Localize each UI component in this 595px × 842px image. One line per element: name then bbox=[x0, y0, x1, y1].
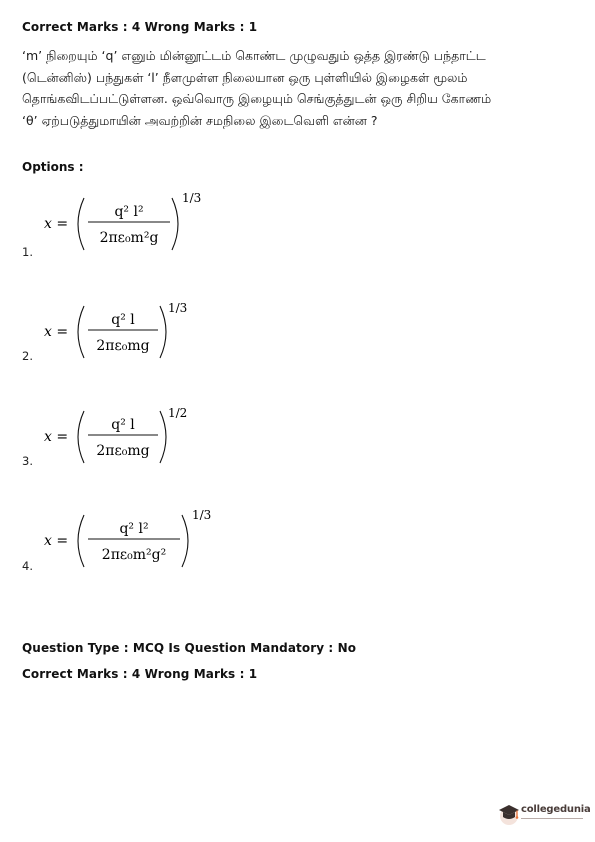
question-line-3: தொங்கவிடப்பட்டுள்ளன. ஒவ்வொரு இழையும் செங்குத்துடன் ஒரு சிறிய கோணம் bbox=[22, 91, 492, 106]
option-1-formula[interactable] bbox=[42, 186, 202, 260]
option-2-number: 2. bbox=[22, 349, 33, 363]
marks-header: Correct Marks : 4 Wrong Marks : 1 bbox=[22, 20, 258, 34]
option-4-lhs: x = bbox=[44, 533, 69, 549]
option-1-number: 1. bbox=[22, 245, 33, 259]
logo-text: collegedunia bbox=[521, 804, 591, 815]
graduation-cap-logo-icon bbox=[498, 802, 520, 826]
option-2-exponent: 1/3 bbox=[168, 301, 188, 315]
option-3-denominator: 2πε₀mg bbox=[96, 443, 150, 459]
option-4-number: 4. bbox=[22, 559, 33, 573]
option-2-formula[interactable] bbox=[42, 296, 202, 366]
option-3-numerator: q² l bbox=[111, 417, 135, 433]
option-3-number: 3. bbox=[22, 454, 33, 468]
option-2-numerator: q² l bbox=[111, 312, 135, 328]
marks-footer: Correct Marks : 4 Wrong Marks : 1 bbox=[22, 667, 258, 681]
option-1-lhs: x = bbox=[44, 216, 69, 232]
option-2-lhs: x = bbox=[44, 324, 69, 340]
option-3-formula[interactable] bbox=[42, 401, 202, 471]
option-1-numerator: q² l² bbox=[114, 204, 144, 220]
option-3-lhs: x = bbox=[44, 429, 69, 445]
question-line-1: ‘m’ நிறையும் ‘q’ எனும் மின்னூட்டம் கொண்ட முழுவதும் ஒத்த இரண்டு பந்தாட்ட bbox=[22, 48, 486, 63]
option-2-denominator: 2πε₀mg bbox=[96, 338, 150, 354]
option-1-exponent: 1/3 bbox=[182, 191, 202, 205]
collegedunia-logo bbox=[498, 800, 591, 828]
question-line-2: (டென்னிஸ்) பந்துகள் ‘l’ நீளமுள்ள நிலையான ஒரு புள்ளியில் இழைகள் மூலம் bbox=[22, 69, 468, 85]
question-text bbox=[22, 45, 492, 131]
option-1-denominator: 2πε₀m²g bbox=[99, 230, 159, 246]
question-type-line: Question Type : MCQ Is Question Mandatory : No bbox=[22, 641, 357, 655]
option-4-exponent: 1/3 bbox=[192, 508, 212, 522]
option-3-exponent: 1/2 bbox=[168, 406, 188, 420]
option-4-denominator: 2πε₀m²g² bbox=[101, 547, 167, 563]
option-4-formula[interactable] bbox=[42, 503, 212, 577]
options-label: Options : bbox=[22, 160, 84, 174]
option-4-numerator: q² l² bbox=[119, 521, 149, 537]
question-line-4: ‘θ’ ஏற்படுத்துமாயின் அவற்றின் சமநிலை இடைவெளி என்ன ? bbox=[22, 112, 378, 128]
logo-tagline-decoration bbox=[521, 817, 591, 820]
